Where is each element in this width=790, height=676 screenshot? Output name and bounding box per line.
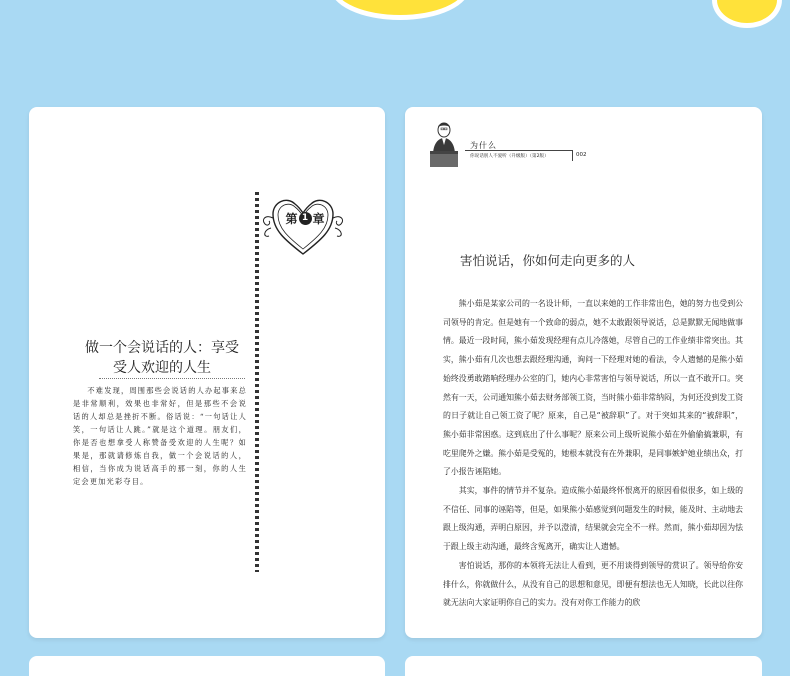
decorative-yellow-ellipse [330, 0, 470, 20]
chapter-heart-badge [257, 194, 349, 260]
chapter-title [77, 338, 247, 378]
chapter-title-line-1: 做一个会说话的人：享受 [85, 340, 239, 356]
section-body [443, 295, 743, 613]
title-dotted-divider [99, 378, 245, 379]
decorative-yellow-circle [712, 0, 782, 28]
chapter-number: 1 [299, 212, 312, 225]
header-vertical-rule [572, 150, 573, 161]
chapter-label-prefix: 第 [285, 212, 298, 226]
chapter-title-line-2: 受人欢迎的人生 [113, 360, 211, 376]
next-page-left-edge [29, 656, 385, 676]
body-paragraph-2: 其实，事件的情节并不复杂。造成熊小茹最终怀恨离开的原因看似很多，如上级的不信任、同事的诬陷等，但是，如果熊小茹感觉到问题发生的时候，能及时、主动地去跟上级沟通，弄明白原因，并予以澄清，结果就会完全不一样。然而，熊小茹却因为怯于跟上级主动沟通，最终含冤离开，确实让人遗憾。 [443, 486, 743, 552]
header-rule [465, 150, 573, 151]
section-title: 害怕说话，你如何走向更多的人 [460, 253, 636, 268]
page-number: 002 [576, 152, 587, 158]
body-paragraph-3: 害怕说话，那你的本领将无法让人看到，更不用谈得到领导的赏识了。领导给你安排什么，你就做什么，从没有自己的思想和意见，即便有想法也无人知晓，长此以往你就无法向大家证明你自己的实力。没有对你工作能力的欣 [443, 560, 743, 608]
speaker-illustration-icon [429, 121, 459, 167]
chapter-label-suffix: 章 [312, 212, 325, 226]
chapter-intro-text: 不难发现，周围那些会说话的人办起事来总是非常顺利，效果也非常好，但是那些不会说话的人却总是挫折不断。俗话说：“一句话让人笑，一句话让人跳。”就是这个道理。朋友们，你是否也想拿受人称赞备受欢迎的人生呢？如果是，那就请修炼自我，做一个会说话的人，相信，当你成为说话高手的那一刻，你的人生定会更加光彩夺目。 [73, 386, 247, 486]
right-book-page [405, 107, 762, 638]
left-book-page [29, 107, 385, 638]
body-paragraph-1: 熊小茹是某家公司的一名设计师，一直以来她的工作非常出色，她的努力也受到公司领导的肯定。但是她有一个致命的弱点，她不太敢跟领导说话，总是默默无闻地做事情。最近一段时间，熊小茹发现经理有点儿冷落她，尽管自己的工作业绩非常突出。其实，熊小茹有几次也想去跟经理沟通，询问一下经理对她的看法，令人遗憾的是熊小茹始终没勇敢踏响经理办公室的门，她内心非常害怕与领导说话，所以一直不敢开口。突然有一天，公司通知熊小茹去财务部领工资，当时熊小茹非常纳闷，为何还没到发工资的日子就让自己领工资了呢？原来，自己是“被辞职”了。对于突如其来的“被辞职”，熊小茹非常困惑。这到底出了什么事呢？原来公司上级听说熊小茹在外偷偷搞兼职，有吃里爬外之嫌。熊小茹是受冤的，她根本就没有在外兼职，是同事嫉妒她业绩出众，打了小报告诬陷她。 [443, 299, 743, 477]
next-page-right-edge [405, 656, 762, 676]
running-header-book-name: 你说话别人不爱听（升级版）（第2版） [470, 154, 549, 159]
chapter-label [285, 210, 325, 227]
running-header-title: 为什么 [470, 141, 497, 150]
heart-ornament-icon [257, 194, 349, 260]
